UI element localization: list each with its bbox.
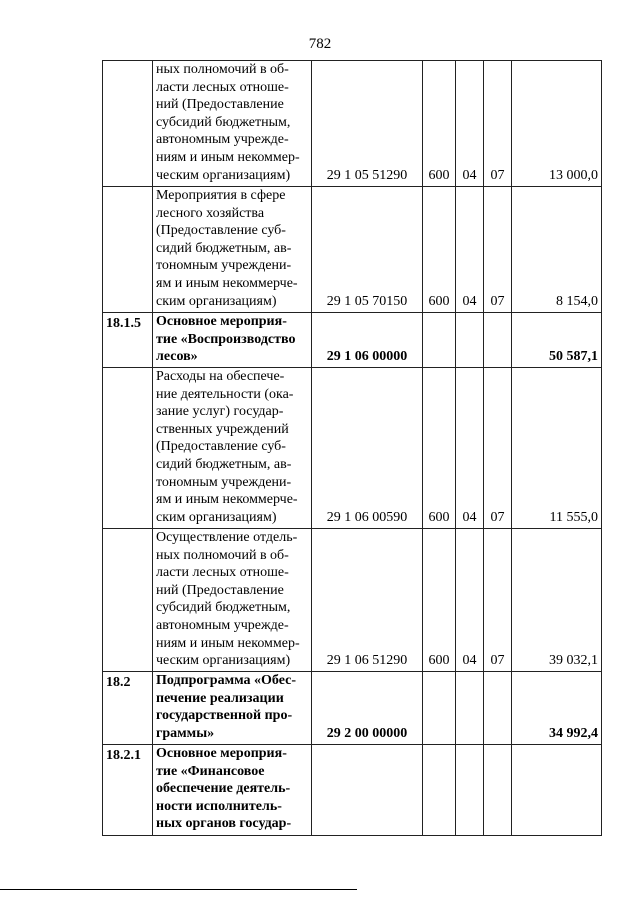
expense-type [423, 672, 456, 745]
subsection-code: 07 [484, 529, 512, 672]
expense-type: 600 [423, 61, 456, 187]
subsection-code [484, 745, 512, 836]
section-code [456, 745, 484, 836]
page-number: 782 [308, 36, 332, 52]
table-row [103, 368, 602, 529]
item-description: Осуществление отдель- ных полномочий в об- ласти лесных отноше- ний (Предоставление субсидий бюджетным, автономным учрежде- ниям и иным некоммер- ческим организациям) [153, 529, 312, 672]
table-row [103, 61, 602, 187]
item-number [103, 61, 153, 187]
target-code: 29 1 05 70150 [312, 187, 423, 313]
amount: 34 992,4 [512, 672, 602, 745]
section-code: 04 [456, 529, 484, 672]
section-code: 04 [456, 61, 484, 187]
section-code [456, 672, 484, 745]
target-code [312, 745, 423, 836]
item-description: Основное мероприя- тие «Финансовое обеспечение деятель- ности исполнитель- ных органов государ- [153, 745, 312, 836]
subsection-code [484, 313, 512, 368]
amount: 50 587,1 [512, 313, 602, 368]
amount: 8 154,0 [512, 187, 602, 313]
target-code: 29 2 00 00000 [312, 672, 423, 745]
item-description: Расходы на обеспече- ние деятельности (ока- зание услуг) государ- ственных учреждений (Предоставление суб- сидий бюджетным, ав- тономным учреждени- ям и иным некоммерче- ским организациям) [153, 368, 312, 529]
amount [512, 745, 602, 836]
table-row [103, 672, 602, 745]
subsection-code [484, 672, 512, 745]
table-row [103, 529, 602, 672]
subsection-code: 07 [484, 187, 512, 313]
expense-type: 600 [423, 529, 456, 672]
expense-type [423, 745, 456, 836]
section-code [456, 313, 484, 368]
expense-type [423, 313, 456, 368]
item-number [103, 529, 153, 672]
item-number: 18.1.5 [103, 313, 153, 368]
target-code: 29 1 06 51290 [312, 529, 423, 672]
expense-type: 600 [423, 368, 456, 529]
target-code: 29 1 05 51290 [312, 61, 423, 187]
subsection-code: 07 [484, 61, 512, 187]
section-code: 04 [456, 368, 484, 529]
expense-type: 600 [423, 187, 456, 313]
item-description: Подпрограмма «Обес- печение реализации государственной про- граммы» [153, 672, 312, 745]
item-description: Мероприятия в сфере лесного хозяйства (Предоставление суб- сидий бюджетным, ав- тономным учреждени- ям и иным некоммерче- ским организациям) [153, 187, 312, 313]
target-code: 29 1 06 00590 [312, 368, 423, 529]
item-number: 18.2.1 [103, 745, 153, 836]
target-code: 29 1 06 00000 [312, 313, 423, 368]
amount: 39 032,1 [512, 529, 602, 672]
item-number: 18.2 [103, 672, 153, 745]
item-description: ных полномочий в об- ласти лесных отноше- ний (Предоставление субсидий бюджетным, автономным учрежде- ниям и иным некоммер- ческим организациям) [153, 61, 312, 187]
footnote-divider [0, 889, 357, 890]
section-code: 04 [456, 187, 484, 313]
item-number [103, 187, 153, 313]
budget-table [102, 60, 602, 836]
item-number [103, 368, 153, 529]
table-row [103, 745, 602, 836]
table-row [103, 187, 602, 313]
table-row [103, 313, 602, 368]
amount: 11 555,0 [512, 368, 602, 529]
amount: 13 000,0 [512, 61, 602, 187]
subsection-code: 07 [484, 368, 512, 529]
item-description: Основное мероприя- тие «Воспроизводство лесов» [153, 313, 312, 368]
